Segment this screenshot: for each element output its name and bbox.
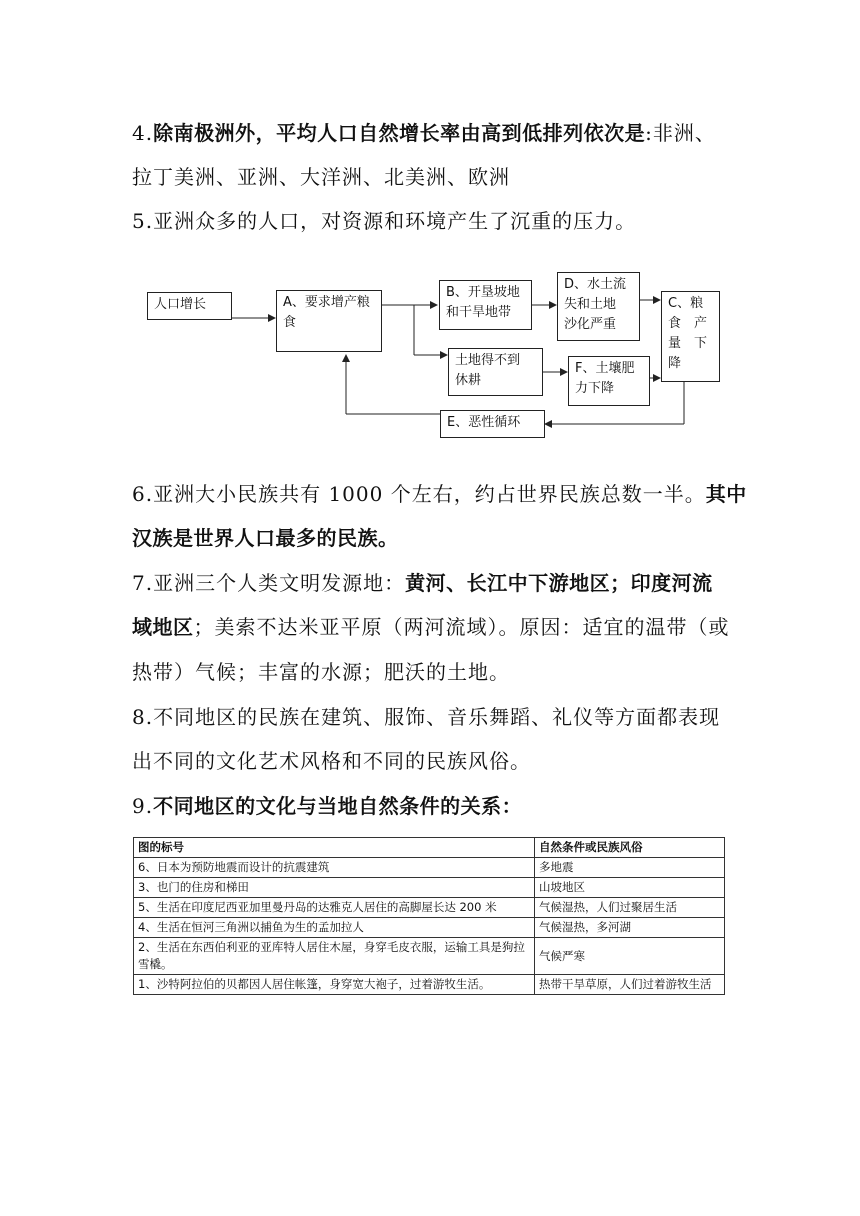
- box-c-line-3: 量 下: [668, 336, 708, 351]
- table-row: [134, 938, 725, 975]
- item-7-line-2: [132, 611, 730, 640]
- item-6-line-2: 汉族是世界人口最多的民族。: [132, 526, 399, 550]
- flowchart-arrows: [0, 0, 860, 450]
- box-b-line-1: B、开垦坡地: [446, 285, 520, 300]
- box-e-label: E、恶性循环: [447, 415, 521, 430]
- item-6-line-1: [132, 478, 747, 507]
- box-d-line-3: 沙化严重: [564, 317, 617, 332]
- box-land-line-1: 土地得不到: [455, 353, 521, 368]
- box-population-growth: [147, 292, 232, 320]
- table-cell-figure: 5、生活在印度尼西亚加里曼丹岛的达雅克人居住的高脚屋长达 200 米: [134, 898, 535, 918]
- box-land-no-fallow: [448, 348, 543, 396]
- table-cell-figure: 2、生活在东西伯利亚的亚库特人居住木屋，身穿毛皮衣服，运输工具是狗拉雪橇。: [134, 938, 535, 975]
- box-f-soil-fertility: [568, 356, 650, 406]
- item-7-text: 7.亚洲三个人类文明发源地：: [132, 571, 406, 595]
- box-c-line-2: 食 产: [668, 316, 708, 331]
- box-c-line-4: 降: [668, 356, 682, 371]
- table-cell-figure: 4、生活在恒河三角洲以捕鱼为生的孟加拉人: [134, 918, 535, 938]
- table-cell-condition: 山坡地区: [535, 878, 725, 898]
- table-header-figure: 图的标号: [134, 838, 535, 858]
- box-b-reclaim-land: [439, 280, 532, 330]
- table-cell-condition: 多地震: [535, 858, 725, 878]
- box-d-line-2: 失和土地: [564, 297, 617, 312]
- item-8-line-2: 出不同的文化艺术风格和不同的民族风俗。: [132, 749, 531, 773]
- box-f-line-1: F、土壤肥: [575, 361, 635, 376]
- item-7-bold-1: 黄河、长江中下游地区；印度河流: [405, 571, 713, 595]
- item-6-text: 6.亚洲大小民族共有 1000 个左右，约占世界民族总数一半。: [132, 482, 706, 506]
- box-population-growth-label: 人口增长: [154, 297, 207, 312]
- item-9-number: 9.: [132, 794, 154, 818]
- table-row: [134, 858, 725, 878]
- item-4-number: 4.: [132, 121, 154, 145]
- box-a-food-demand: [276, 290, 382, 352]
- table-cell-figure: 6、日本为预防地震而设计的抗震建筑: [134, 858, 535, 878]
- box-b-line-2: 和干旱地带: [446, 305, 512, 320]
- box-d-erosion: [557, 272, 640, 341]
- item-7-text-2: ；美索不达米亚平原（两河流域）。原因：适宜的温带（或: [193, 615, 730, 639]
- table-row: [134, 975, 725, 995]
- table-cell-condition: 气候湿热，人们过聚居生活: [535, 898, 725, 918]
- box-e-vicious-cycle: [440, 410, 545, 438]
- item-6-bold-1: 其中: [705, 482, 747, 506]
- box-c-yield-drop: [661, 291, 720, 382]
- item-9: [132, 790, 522, 819]
- box-a-line-1: A、要求增产粮: [283, 295, 370, 310]
- box-f-line-2: 力下降: [575, 381, 615, 396]
- item-7-line-1: [132, 567, 713, 596]
- item-5: 5.亚洲众多的人口，对资源和环境产生了沉重的压力。: [132, 209, 637, 233]
- item-9-bold: 不同地区的文化与当地自然条件的关系：: [153, 794, 523, 818]
- item-4-line-2: 拉丁美洲、亚洲、大洋洲、北美洲、欧洲: [132, 165, 510, 189]
- box-a-line-2: 食: [283, 315, 297, 330]
- item-7-line-3: 热带）气候；丰富的水源；肥沃的土地。: [132, 660, 510, 684]
- table-cell-condition: 热带干旱草原，人们过着游牧生活: [535, 975, 725, 995]
- table-row: [134, 878, 725, 898]
- box-land-line-2: 休耕: [455, 373, 482, 388]
- culture-nature-table: [133, 837, 725, 995]
- box-d-line-1: D、水土流: [564, 277, 627, 292]
- table-row: [134, 918, 725, 938]
- item-8-line-1: 8.不同地区的民族在建筑、服饰、音乐舞蹈、礼仪等方面都表现: [132, 705, 721, 729]
- table-header-condition: 自然条件或民族风俗: [535, 838, 725, 858]
- table-cell-figure: 3、也门的住房和梯田: [134, 878, 535, 898]
- table-cell-condition: 气候湿热，多河湖: [535, 918, 725, 938]
- box-c-line-1: C、粮: [668, 296, 704, 311]
- table-cell-condition: 气候严寒: [535, 938, 725, 975]
- item-4-bold: 除南极洲外，平均人口自然增长率由高到低排列依次是: [153, 121, 646, 145]
- table-cell-figure: 1、沙特阿拉伯的贝都因人居住帐篷，身穿宽大袍子，过着游牧生活。: [134, 975, 535, 995]
- table-header-row: [134, 838, 725, 858]
- table-row: [134, 898, 725, 918]
- item-4-rest: :非洲、: [645, 121, 716, 145]
- item-7-bold-2: 域地区: [132, 615, 194, 639]
